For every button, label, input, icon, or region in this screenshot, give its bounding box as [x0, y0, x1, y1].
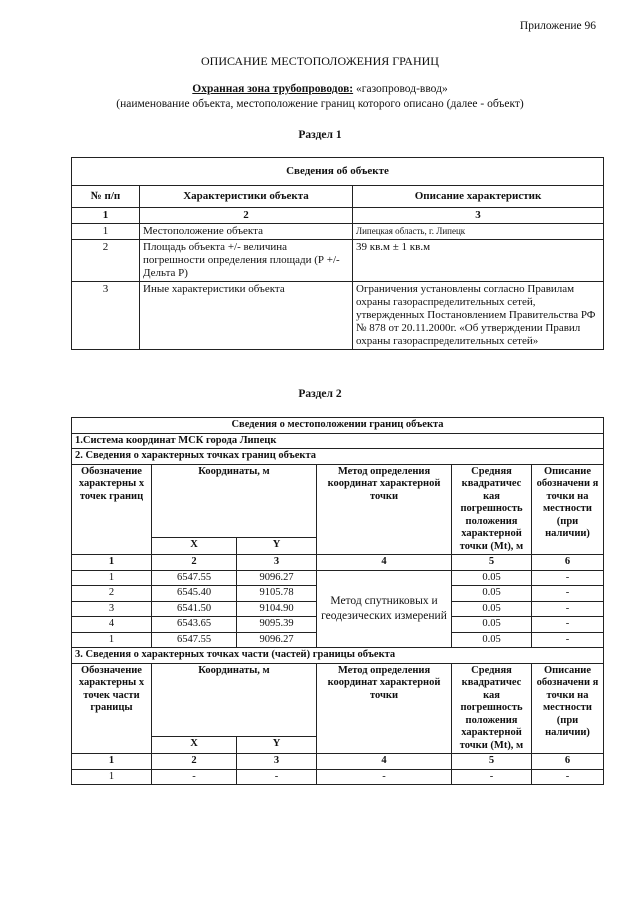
- index-cell: 5: [452, 754, 532, 770]
- point-num: 2: [72, 586, 152, 602]
- point-error: 0.05: [452, 632, 532, 648]
- index-cell: 3: [353, 208, 604, 224]
- row-num: 3: [72, 282, 140, 350]
- col-header-y: Y: [237, 537, 317, 555]
- table-row: [72, 282, 604, 350]
- col-header-error: Средняя квадратичес кая погрешность положения характерной точки (Mt), м: [452, 464, 532, 555]
- point-num: 3: [72, 601, 152, 617]
- col-header-coords: Координаты, м: [152, 464, 317, 537]
- index-cell: 2: [152, 754, 237, 770]
- index-cell: 4: [317, 754, 452, 770]
- object-description: (наименование объекта, местоположение границ которого описано (далее - объект): [116, 98, 524, 110]
- point-x: 6545.40: [152, 586, 237, 602]
- col-header-num: № п/п: [72, 186, 140, 208]
- part-point-x: -: [152, 769, 237, 785]
- object-info-table: [71, 157, 604, 350]
- index-cell: 3: [237, 754, 317, 770]
- point-num: 1: [72, 632, 152, 648]
- point-descr: -: [532, 601, 604, 617]
- col-header-method: Метод определения координат характерной точки: [317, 464, 452, 555]
- section-1-title: Раздел 1: [298, 129, 342, 141]
- point-descr: -: [532, 632, 604, 648]
- point-y: 9096.27: [237, 570, 317, 586]
- col-header-char: Характеристики объекта: [140, 186, 353, 208]
- index-cell: 6: [532, 754, 604, 770]
- col-header-point: Обозначение характерны х точек границ: [72, 464, 152, 555]
- col-header-method: Метод определения координат характерной точки: [317, 663, 452, 754]
- point-descr: -: [532, 586, 604, 602]
- point-y: 9095.39: [237, 617, 317, 633]
- point-x: 6541.50: [152, 601, 237, 617]
- table-title: Сведения об объекте: [72, 158, 604, 186]
- point-num: 4: [72, 617, 152, 633]
- part-point-method: -: [317, 769, 452, 785]
- table-row: [72, 570, 604, 586]
- appendix-label: Приложение 96: [519, 20, 596, 32]
- part-point-y: -: [237, 769, 317, 785]
- point-y: 9096.27: [237, 632, 317, 648]
- section-2-title: Раздел 2: [298, 388, 342, 400]
- col-header-x: X: [152, 736, 237, 754]
- zone-label: Охранная зона трубопроводов:: [192, 83, 354, 95]
- index-cell: 2: [140, 208, 353, 224]
- col-header-desc: Описание характеристик: [353, 186, 604, 208]
- row-num: 2: [72, 240, 140, 282]
- point-error: 0.05: [452, 570, 532, 586]
- subsection-3-title: 3. Сведения о характерных точках части (частей) границы объекта: [72, 648, 604, 664]
- point-num: 1: [72, 570, 152, 586]
- table-row: [72, 224, 604, 240]
- index-cell: 1: [72, 208, 140, 224]
- row-desc: Липецкая область, г. Липецк: [353, 224, 604, 240]
- index-cell: 5: [452, 555, 532, 571]
- row-char: Местоположение объекта: [140, 224, 353, 240]
- point-x: 6547.55: [152, 570, 237, 586]
- boundary-table: [71, 417, 604, 785]
- table-title: Сведения о местоположении границ объекта: [72, 418, 604, 434]
- col-header-point-part: Обозначение характерны х точек части границы: [72, 663, 152, 754]
- point-x: 6547.55: [152, 632, 237, 648]
- index-cell: 6: [532, 555, 604, 571]
- coordinate-system: 1.Система координат МСК города Липецк: [72, 433, 604, 449]
- index-cell: 2: [152, 555, 237, 571]
- zone-value: «газопровод-ввод»: [353, 83, 448, 95]
- point-descr: -: [532, 570, 604, 586]
- col-header-y: Y: [237, 736, 317, 754]
- table-row: [72, 769, 604, 785]
- row-num: 1: [72, 224, 140, 240]
- col-header-coords: Координаты, м: [152, 663, 317, 736]
- point-y: 9104.90: [237, 601, 317, 617]
- point-y: 9105.78: [237, 586, 317, 602]
- object-name-line: [0, 83, 640, 95]
- col-header-x: X: [152, 537, 237, 555]
- part-point-num: 1: [72, 769, 152, 785]
- point-error: 0.05: [452, 586, 532, 602]
- row-char: Площадь объекта +/- величина погрешности определения площади (Р +/- Дельта Р): [140, 240, 353, 282]
- index-cell: 3: [237, 555, 317, 571]
- page-title: ОПИСАНИЕ МЕСТОПОЛОЖЕНИЯ ГРАНИЦ: [201, 54, 439, 68]
- method-cell: Метод спутниковых и геодезических измерений: [317, 570, 452, 648]
- index-cell: 4: [317, 555, 452, 571]
- col-header-error: Средняя квадратичес кая погрешность положения характерной точки (Mt), м: [452, 663, 532, 754]
- col-header-descr: Описание обозначени я точки на местности (при наличии): [532, 464, 604, 555]
- point-descr: -: [532, 617, 604, 633]
- index-cell: 1: [72, 555, 152, 571]
- index-cell: 1: [72, 754, 152, 770]
- row-char: Иные характеристики объекта: [140, 282, 353, 350]
- table-row: [72, 240, 604, 282]
- col-header-descr: Описание обозначени я точки на местности (при наличии): [532, 663, 604, 754]
- part-point-descr: -: [532, 769, 604, 785]
- point-x: 6543.65: [152, 617, 237, 633]
- subsection-2-title: 2. Сведения о характерных точках границ объекта: [72, 449, 604, 465]
- row-desc: 39 кв.м ± 1 кв.м: [353, 240, 604, 282]
- part-point-error: -: [452, 769, 532, 785]
- row-desc: Ограничения установлены согласно Правилам охраны газораспределительных сетей, утвержденных Постановлением Правительства РФ № 878 от 20.11.2000г. «Об утверждении Правил охраны газораспределительных сетей»: [353, 282, 604, 350]
- point-error: 0.05: [452, 617, 532, 633]
- point-error: 0.05: [452, 601, 532, 617]
